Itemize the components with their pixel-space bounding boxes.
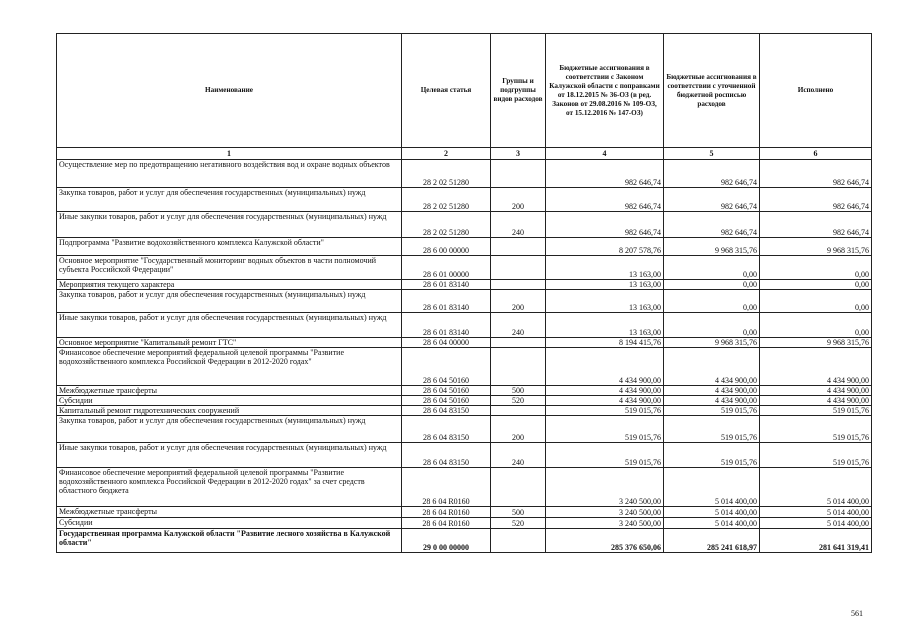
row-target: 28 6 04 00000	[402, 338, 491, 348]
row-groups	[491, 160, 546, 188]
row-groups: 240	[491, 212, 546, 238]
row-schedule-amount: 5 014 400,00	[664, 507, 760, 518]
row-schedule-amount: 4 434 900,00	[664, 386, 760, 396]
row-law-amount: 4 434 900,00	[546, 348, 664, 386]
table-row	[57, 238, 872, 256]
table-row	[57, 212, 872, 238]
row-executed-amount: 0,00	[760, 256, 872, 280]
table-row	[57, 348, 872, 386]
row-law-amount: 13 163,00	[546, 280, 664, 290]
column-number: 3	[491, 148, 546, 160]
table-row	[57, 313, 872, 338]
row-law-amount: 4 434 900,00	[546, 386, 664, 396]
row-name: Основное мероприятие "Государственный мониторинг водных объектов в части полномочий субъекта Российской Федерации"	[57, 256, 402, 280]
row-groups: 520	[491, 518, 546, 529]
row-schedule-amount: 5 014 400,00	[664, 468, 760, 507]
row-schedule-amount: 9 968 315,76	[664, 238, 760, 256]
header-executed: Исполнено	[760, 34, 872, 148]
row-target: 28 6 04 83150	[402, 443, 491, 468]
row-schedule-amount: 519 015,76	[664, 416, 760, 443]
row-schedule-amount: 519 015,76	[664, 406, 760, 416]
row-groups: 200	[491, 290, 546, 313]
row-name: Закупка товаров, работ и услуг для обеспечения государственных (муниципальных) нужд	[57, 188, 402, 212]
row-name: Осуществление мер по предотвращению негативного воздействия вод и охране водных объектов	[57, 160, 402, 188]
row-executed-amount: 9 968 315,76	[760, 238, 872, 256]
row-law-amount: 519 015,76	[546, 406, 664, 416]
row-target: 28 6 04 83150	[402, 416, 491, 443]
budget-table	[56, 33, 872, 553]
row-target: 28 6 01 83140	[402, 290, 491, 313]
table-row	[57, 256, 872, 280]
row-target: 28 6 04 50160	[402, 348, 491, 386]
row-name: Финансовое обеспечение мероприятий федеральной целевой программы "Развитие водохозяйственного комплекса Российской Федерации в 2012-2020 годах" за счет средств областного бюджета	[57, 468, 402, 507]
row-schedule-amount: 982 646,74	[664, 188, 760, 212]
header-row	[57, 34, 872, 148]
row-name: Иные закупки товаров, работ и услуг для обеспечения государственных (муниципальных) нужд	[57, 443, 402, 468]
row-law-amount: 4 434 900,00	[546, 396, 664, 406]
row-law-amount: 982 646,74	[546, 188, 664, 212]
row-law-amount: 519 015,76	[546, 416, 664, 443]
row-target: 29 0 00 00000	[402, 529, 491, 553]
row-schedule-amount: 5 014 400,00	[664, 518, 760, 529]
row-groups: 200	[491, 188, 546, 212]
row-executed-amount: 0,00	[760, 290, 872, 313]
row-groups	[491, 280, 546, 290]
table-row	[57, 160, 872, 188]
row-groups: 500	[491, 386, 546, 396]
row-name: Закупка товаров, работ и услуг для обеспечения государственных (муниципальных) нужд	[57, 290, 402, 313]
table-row	[57, 443, 872, 468]
row-schedule-amount: 0,00	[664, 256, 760, 280]
header-target: Целевая статья	[402, 34, 491, 148]
row-name: Иные закупки товаров, работ и услуг для обеспечения государственных (муниципальных) нужд	[57, 212, 402, 238]
table-row	[57, 338, 872, 348]
row-groups	[491, 338, 546, 348]
row-law-amount: 519 015,76	[546, 443, 664, 468]
row-schedule-amount: 285 241 618,97	[664, 529, 760, 553]
row-groups	[491, 348, 546, 386]
row-executed-amount: 982 646,74	[760, 212, 872, 238]
row-groups	[491, 468, 546, 507]
row-name: Субсидии	[57, 396, 402, 406]
row-law-amount: 8 207 578,76	[546, 238, 664, 256]
row-law-amount: 982 646,74	[546, 212, 664, 238]
row-name: Подпрограмма "Развитие водохозяйственного комплекса Калужской области"	[57, 238, 402, 256]
row-name: Субсидии	[57, 518, 402, 529]
header-groups: Группы и подгруппы видов расходов	[491, 34, 546, 148]
row-schedule-amount: 0,00	[664, 313, 760, 338]
row-law-amount: 3 240 500,00	[546, 518, 664, 529]
row-target: 28 6 01 83140	[402, 280, 491, 290]
row-name: Капитальный ремонт гидротехнических сооружений	[57, 406, 402, 416]
table-row	[57, 518, 872, 529]
table-row	[57, 507, 872, 518]
row-groups	[491, 238, 546, 256]
row-schedule-amount: 0,00	[664, 290, 760, 313]
header-schedule: Бюджетные ассигнования в соответствии с уточненной бюджетной росписью расходов	[664, 34, 760, 148]
row-groups: 500	[491, 507, 546, 518]
row-law-amount: 982 646,74	[546, 160, 664, 188]
row-name: Межбюджетные трансферты	[57, 386, 402, 396]
row-law-amount: 13 163,00	[546, 256, 664, 280]
row-schedule-amount: 519 015,76	[664, 443, 760, 468]
table-row	[57, 529, 872, 553]
row-law-amount: 3 240 500,00	[546, 507, 664, 518]
row-executed-amount: 519 015,76	[760, 406, 872, 416]
row-name: Межбюджетные трансферты	[57, 507, 402, 518]
header-law: Бюджетные ассигнования в соответствии с Законом Калужской области с поправками от 18.12.2015 № 36-ОЗ (в ред. Законов от 29.08.2016 № 109-ОЗ, от 15.12.2016 № 147-ОЗ)	[546, 34, 664, 148]
row-name: Основное мероприятие "Капитальный ремонт ГТС"	[57, 338, 402, 348]
row-groups	[491, 256, 546, 280]
row-name: Финансовое обеспечение мероприятий федеральной целевой программы "Развитие водохозяйственного комплекса Российской Федерации в 2012-2020 годах"	[57, 348, 402, 386]
row-target: 28 6 04 50160	[402, 386, 491, 396]
row-groups: 200	[491, 416, 546, 443]
row-groups: 520	[491, 396, 546, 406]
table-row	[57, 188, 872, 212]
row-executed-amount: 4 434 900,00	[760, 386, 872, 396]
row-executed-amount: 5 014 400,00	[760, 468, 872, 507]
row-executed-amount: 9 968 315,76	[760, 338, 872, 348]
row-schedule-amount: 4 434 900,00	[664, 396, 760, 406]
row-groups: 240	[491, 443, 546, 468]
column-number: 2	[402, 148, 491, 160]
row-target: 28 6 04 R0160	[402, 507, 491, 518]
row-executed-amount: 5 014 400,00	[760, 507, 872, 518]
row-executed-amount: 4 434 900,00	[760, 396, 872, 406]
row-executed-amount: 0,00	[760, 280, 872, 290]
row-law-amount: 3 240 500,00	[546, 468, 664, 507]
table-row	[57, 396, 872, 406]
row-name: Мероприятия текущего характера	[57, 280, 402, 290]
row-target: 28 6 04 50160	[402, 396, 491, 406]
row-groups	[491, 406, 546, 416]
column-number: 6	[760, 148, 872, 160]
row-law-amount: 13 163,00	[546, 313, 664, 338]
row-groups	[491, 529, 546, 553]
row-schedule-amount: 982 646,74	[664, 160, 760, 188]
table-row	[57, 406, 872, 416]
column-number: 5	[664, 148, 760, 160]
row-target: 28 6 01 00000	[402, 256, 491, 280]
column-number-row	[57, 148, 872, 160]
table-row	[57, 468, 872, 507]
row-law-amount: 285 376 650,06	[546, 529, 664, 553]
row-law-amount: 8 194 415,76	[546, 338, 664, 348]
row-name: Иные закупки товаров, работ и услуг для обеспечения государственных (муниципальных) нужд	[57, 313, 402, 338]
row-executed-amount: 519 015,76	[760, 416, 872, 443]
row-executed-amount: 519 015,76	[760, 443, 872, 468]
table-row	[57, 280, 872, 290]
row-schedule-amount: 0,00	[664, 280, 760, 290]
column-number: 1	[57, 148, 402, 160]
row-executed-amount: 5 014 400,00	[760, 518, 872, 529]
row-executed-amount: 0,00	[760, 313, 872, 338]
row-schedule-amount: 4 434 900,00	[664, 348, 760, 386]
row-target: 28 6 00 00000	[402, 238, 491, 256]
page-number: 561	[851, 609, 863, 618]
row-executed-amount: 982 646,74	[760, 160, 872, 188]
row-target: 28 2 02 51280	[402, 188, 491, 212]
row-schedule-amount: 9 968 315,76	[664, 338, 760, 348]
row-target: 28 6 01 83140	[402, 313, 491, 338]
row-executed-amount: 4 434 900,00	[760, 348, 872, 386]
row-target: 28 6 04 83150	[402, 406, 491, 416]
row-executed-amount: 281 641 319,41	[760, 529, 872, 553]
row-name: Государственная программа Калужской области "Развитие лесного хозяйства в Калужской области"	[57, 529, 402, 553]
table-row	[57, 386, 872, 396]
table-row	[57, 416, 872, 443]
row-schedule-amount: 982 646,74	[664, 212, 760, 238]
row-executed-amount: 982 646,74	[760, 188, 872, 212]
row-target: 28 2 02 51280	[402, 160, 491, 188]
header-name: Наименование	[57, 34, 402, 148]
row-target: 28 6 04 R0160	[402, 468, 491, 507]
column-number: 4	[546, 148, 664, 160]
row-name: Закупка товаров, работ и услуг для обеспечения государственных (муниципальных) нужд	[57, 416, 402, 443]
row-groups: 240	[491, 313, 546, 338]
table-row	[57, 290, 872, 313]
row-law-amount: 13 163,00	[546, 290, 664, 313]
row-target: 28 2 02 51280	[402, 212, 491, 238]
row-target: 28 6 04 R0160	[402, 518, 491, 529]
